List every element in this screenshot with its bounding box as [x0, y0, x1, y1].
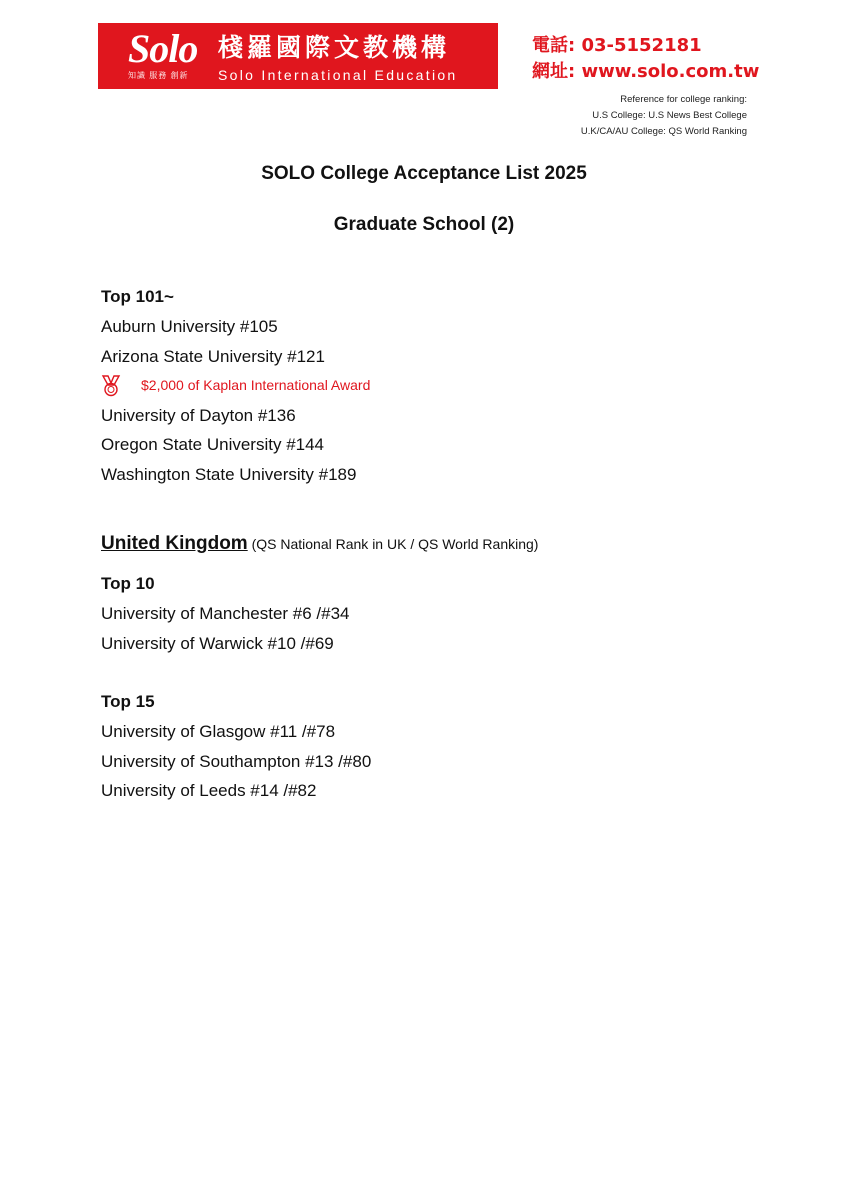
medal-icon: [101, 375, 121, 397]
school-item: Arizona State University #121: [101, 346, 325, 366]
logo-brand: Solo: [128, 26, 198, 71]
logo-chinese-name: 棧羅國際文教機構: [218, 33, 451, 62]
school-item: Oregon State University #144: [101, 435, 325, 454]
school-item: University of Southampton #13 /#80: [101, 751, 372, 771]
logo-tagline: 知識 服務 創新: [128, 71, 189, 80]
school-item: University of Manchester #6 /#34: [101, 604, 350, 623]
reference-line: U.S College: U.S News Best College: [592, 110, 747, 121]
reference-line: Reference for college ranking:: [620, 94, 747, 105]
uk-section: [101, 529, 538, 559]
website-link[interactable]: 網址: www.solo.com.tw: [532, 61, 760, 82]
logo-banner: [98, 23, 498, 89]
ranking-reference-note: [581, 92, 747, 140]
section-note: (QS National Rank in UK / QS World Ranking): [251, 536, 539, 552]
section-title: United Kingdom: [101, 533, 248, 554]
award-item: [101, 371, 370, 401]
school-item: University of Warwick #10 /#69: [101, 633, 334, 653]
uk-section-header: [101, 529, 538, 559]
document-title: SOLO College Acceptance List 2025: [261, 163, 587, 184]
contact-info: [532, 33, 759, 85]
tier-heading: Top 10: [101, 574, 155, 593]
us-top101-section: [101, 282, 370, 489]
phone-number: 電話: 03-5152181: [532, 35, 702, 56]
tier-heading: Top 101~: [101, 287, 174, 306]
award-text: $2,000 of Kaplan International Award: [141, 377, 371, 393]
school-item: University of Glasgow #11 /#78: [101, 722, 336, 741]
uk-top10-section: [101, 569, 350, 658]
uk-top15-section: [101, 687, 371, 806]
reference-line: U.K/CA/AU College: QS World Ranking: [580, 126, 747, 137]
school-item: Washington State University #189: [101, 464, 357, 484]
school-item: University of Leeds #14 /#82: [101, 781, 317, 800]
document-subtitle: Graduate School (2): [333, 214, 515, 235]
school-item: University of Dayton #136: [101, 405, 296, 425]
school-item: Auburn University #105: [101, 317, 278, 336]
tier-heading: Top 15: [101, 692, 155, 711]
logo-english-name: Solo International Education: [218, 67, 458, 83]
